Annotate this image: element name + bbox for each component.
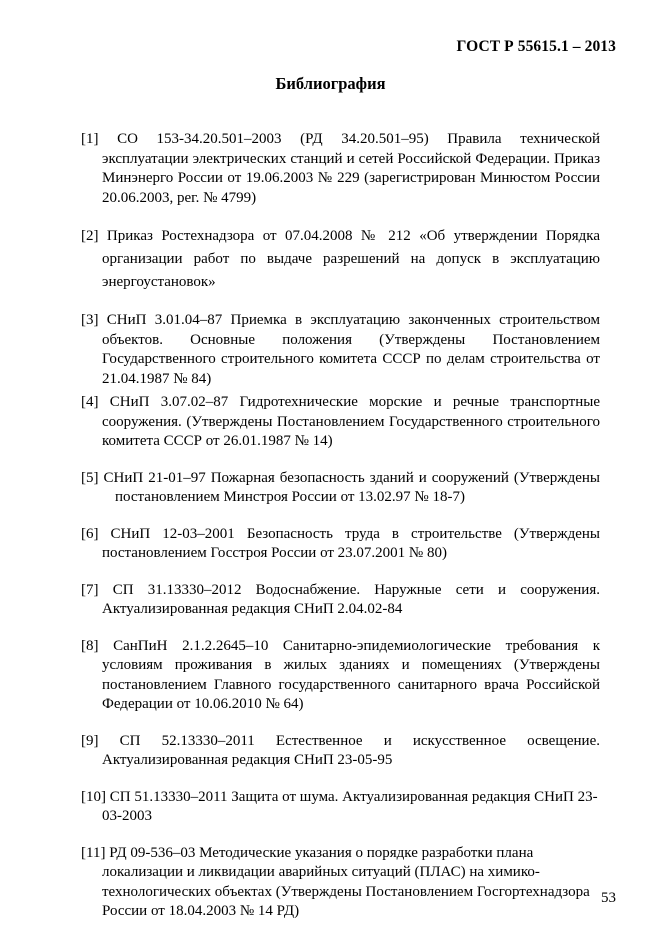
bibliography-entry-4	[81, 393, 600, 452]
entry-number: [10]	[81, 788, 106, 805]
bibliography-entry-9	[81, 732, 600, 771]
entry-text: СНиП 21-01–97 Пожарная безопасность зданий и сооружений (Утверждены постановлением Минстроя России от 13.02.97 № 18-7)	[103, 469, 600, 505]
bibliography-entry-1	[81, 130, 600, 208]
entry-number: [8]	[81, 637, 99, 654]
entry-number: [11]	[81, 844, 106, 861]
entry-text: СНиП 12-03–2001 Безопасность труда в строительстве (Утверждены постановлением Госстроя России от 23.07.2001 № 80)	[102, 525, 600, 561]
page-title: Библиография	[275, 74, 386, 93]
entry-number: [2]	[81, 228, 99, 244]
entry-number: [6]	[81, 525, 99, 542]
entry-text: СП 52.13330–2011 Естественное и искусственное освещение. Актуализированная редакция СНиП 23-05-95	[102, 732, 600, 768]
entry-number: [3]	[81, 312, 99, 328]
bibliography-entry-3	[81, 311, 600, 389]
entry-number: [4]	[81, 394, 99, 410]
entry-text: СП 31.13330–2012 Водоснабжение. Наружные сети и сооружения. Актуализированная редакция СНиП 2.04.02-84	[102, 581, 600, 617]
standard-designation: ГОСТ Р 55615.1 – 2013	[456, 38, 616, 55]
bibliography-entry-6	[81, 525, 600, 564]
entry-text: СП 51.13330–2011 Защита от шума. Актуализированная редакция СНиП 23-03-2003	[102, 788, 598, 824]
entry-text: СанПиН 2.1.2.2645–10 Санитарно-эпидемиологические требования к условиям проживания в жилых зданиях и помещениях (Утверждены постановлением Главного государственного санитарного врача Российской Федерации от 10.06.2010 № 64)	[102, 637, 600, 712]
bibliography-entry-5	[81, 469, 600, 508]
bibliography-entry-7	[81, 581, 600, 620]
entry-number: [9]	[81, 732, 99, 749]
entry-text: РД 09-536–03 Методические указания о порядке разработки плана локализации и ликвидации аварийных ситуаций (ПЛАС) на химико-технологических объектах (Утверждены Постановлением Госгортехнадзора России от 18.04.2003 № 14 РД)	[102, 844, 590, 919]
bibliography-list	[81, 130, 600, 939]
bibliography-entry-11	[81, 844, 600, 922]
entry-number: [5]	[81, 469, 99, 486]
entry-number: [1]	[81, 131, 99, 147]
entry-text: Приказ Ростехнадзора от 07.04.2008 № 212 «Об утверждении Порядка организации работ по выдаче разрешений на допуск в эксплуатацию энергоустановок»	[102, 228, 601, 290]
bibliography-entry-8	[81, 637, 600, 715]
entry-text: СНиП 3.07.02–87 Гидротехнические морские и речные транспортные сооружения. (Утверждены Постановлением Государственного строительного комитета СССР от 26.01.1987 № 14)	[102, 394, 601, 449]
bibliography-entry-2	[81, 225, 600, 294]
entry-text: СО 153-34.20.501–2003 (РД 34.20.501–95) Правила технической эксплуатации электрических станций и сетей Российской Федерации. Приказ Минэнерго России от 19.06.2003 № 229 (зарегистрирован Минюстом России 20.06.2003, рег. № 4799)	[102, 131, 600, 206]
entry-text: СНиП 3.01.04–87 Приемка в эксплуатацию законченных строительством объектов. Основные положения (Утверждены Постановлением Государственного строительного комитета СССР по делам строительства от 21.04.1987 № 84)	[102, 312, 601, 387]
page-number: 53	[601, 890, 616, 906]
bibliography-entry-10	[81, 788, 600, 827]
entry-number: [7]	[81, 581, 99, 598]
